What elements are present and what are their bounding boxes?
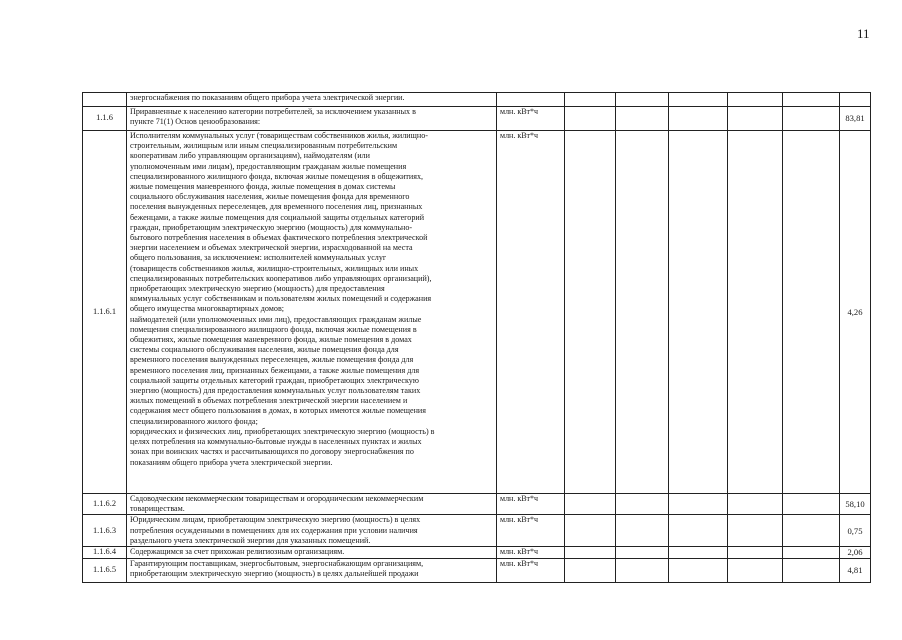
row-unit: млн. кВт*ч <box>497 515 565 547</box>
empty-cell <box>565 559 616 583</box>
row-number <box>83 93 127 107</box>
description-line: целях потребления на коммунально-бытовые нужды в населенных пунктах и жилых <box>130 437 422 447</box>
row-number: 1.1.6 <box>83 107 127 131</box>
description-line: жилые помещения маневренного фонда, жилые помещения в домах системы <box>130 182 396 192</box>
description-line: строительным, жилищным или иным специализированным потребительским <box>130 141 398 151</box>
empty-cell <box>565 93 616 107</box>
empty-cell <box>616 93 669 107</box>
row-unit: млн. кВт*ч <box>497 107 565 131</box>
row-description <box>127 131 497 494</box>
description-line: временного поселения вынужденных переселенцев, жилые помещения фонда для <box>130 355 414 365</box>
description-line: показаниям общего прибора учета электрической энергии. <box>130 457 333 467</box>
empty-cell <box>565 547 616 559</box>
description-line: бытового потребления населения в объемах фактического потребления электрической <box>130 233 428 243</box>
description-line: приобретающих электрическую энергию (мощность) для предоставления <box>130 284 385 294</box>
empty-cell <box>783 93 840 107</box>
empty-cell <box>728 131 783 494</box>
description-line: беженцами, а также жилые помещения для социальной защиты отдельных категорий <box>130 212 425 222</box>
tariff-volume-table <box>82 92 870 583</box>
row-description <box>127 93 497 107</box>
table-row <box>83 494 871 515</box>
table-row <box>83 547 871 559</box>
empty-cell <box>728 494 783 515</box>
description-line: социального обслуживания населения, жилые помещения фонда для временного <box>130 192 410 202</box>
empty-cell <box>669 93 728 107</box>
empty-cell <box>669 515 728 547</box>
row-description <box>127 515 497 547</box>
empty-cell <box>669 547 728 559</box>
table-row <box>83 131 871 494</box>
description-line: Садоводческим некоммерческим товариществам и огородническим некоммерческим <box>130 494 424 503</box>
description-line: энергоснабжения по показаниям общего прибора учета электрической энергии. <box>130 93 405 102</box>
table-row <box>83 107 871 131</box>
empty-cell <box>669 131 728 494</box>
empty-cell <box>728 559 783 583</box>
row-number: 1.1.6.2 <box>83 494 127 515</box>
row-number: 1.1.6.3 <box>83 515 127 547</box>
empty-cell <box>783 515 840 547</box>
row-description <box>127 107 497 131</box>
empty-cell <box>616 547 669 559</box>
page-number: 11 <box>857 26 870 41</box>
row-value: 4,26 <box>840 131 871 494</box>
empty-cell <box>783 559 840 583</box>
empty-cell <box>783 494 840 515</box>
description-line: жилых помещений в объемах потребления электрической энергии населением и <box>130 396 408 406</box>
data-table <box>82 92 871 583</box>
description-line: Юридическим лицам, приобретающим электрическую энергию (мощность) в целях <box>130 515 421 525</box>
empty-cell <box>616 515 669 547</box>
row-number: 1.1.6.1 <box>83 131 127 494</box>
description-line: Приравненные к населению категории потребителей, за исключением указанных в <box>130 107 416 116</box>
row-value: 58,10 <box>840 494 871 515</box>
row-unit: млн. кВт*ч <box>497 131 565 494</box>
table-row <box>83 515 871 547</box>
row-value: 2,06 <box>840 547 871 559</box>
row-value <box>840 93 871 107</box>
row-unit: млн. кВт*ч <box>497 494 565 515</box>
description-line: юридических и физических лиц, приобретающих электрическую энергию (мощность) в <box>130 426 435 436</box>
empty-cell <box>783 107 840 131</box>
row-value: 0,75 <box>840 515 871 547</box>
description-line: коммунальных услуг собственникам и пользователям жилых помещений и содержания <box>130 294 432 304</box>
table-row <box>83 559 871 583</box>
description-line: общего пользования, за исключением: исполнителей коммунальных услуг <box>130 253 387 263</box>
description-line: энергии населением и объемах электрической энергии, израсходованной на места <box>130 243 413 253</box>
description-line: временного поселения лиц, признанных беженцами, а также жилые помещения для <box>130 365 420 375</box>
row-unit <box>497 93 565 107</box>
description-line: специализированного жилищного фонда, включая жилые помещения в общежитиях, <box>130 171 424 181</box>
description-line: Гарантирующим поставщикам, энергосбытовым, энергоснабжающим организациям, <box>130 559 424 569</box>
description-line: наймодателей (или уполномоченных ими лиц), предоставляющих гражданам жилые <box>130 314 422 324</box>
description-line: энергию (мощность) для предоставления коммунальных услуг пользователям таких <box>130 386 421 396</box>
empty-cell <box>565 131 616 494</box>
row-description <box>127 547 497 559</box>
description-line: поселения вынужденных переселенцев, для временного поселения лиц, признанных <box>130 202 423 212</box>
empty-cell <box>616 494 669 515</box>
empty-cell <box>669 107 728 131</box>
empty-cell <box>728 547 783 559</box>
row-value: 4,81 <box>840 559 871 583</box>
row-number: 1.1.6.4 <box>83 547 127 559</box>
table-row <box>83 93 871 107</box>
description-line: специализированного жилого фонда; <box>130 416 258 426</box>
description-line: уполномоченным ими лицам), предоставляющим гражданам жилые помещения <box>130 161 407 171</box>
description-line: содержания мест общего пользования в домах, в которых имеются жилые помещения <box>130 406 426 416</box>
empty-cell <box>783 131 840 494</box>
description-line: Исполнителям коммунальных услуг (товариществам собственников жилья, жилищно- <box>130 131 428 140</box>
empty-cell <box>728 515 783 547</box>
empty-cell <box>565 515 616 547</box>
empty-cell <box>728 93 783 107</box>
description-line: товариществам. <box>130 504 185 514</box>
row-number: 1.1.6.5 <box>83 559 127 583</box>
description-line: приобретающим электрическую энергию (мощность) в целях дальнейшей продажи <box>130 569 419 579</box>
row-description <box>127 494 497 515</box>
empty-cell <box>616 559 669 583</box>
empty-cell <box>728 107 783 131</box>
description-line: граждан, приобретающим электрическую энергию (мощность) для коммунально- <box>130 222 413 232</box>
empty-cell <box>669 559 728 583</box>
description-line: общего имущества многоквартирных домов; <box>130 304 285 314</box>
description-line: системы социального обслуживания населения, жилые помещения фонда для <box>130 345 399 355</box>
description-line: (товариществ собственников жилья, жилищно-строительных, жилищных или иных <box>130 263 419 273</box>
description-line: общежитиях, жилые помещения маневренного фонда, жилые помещения в домах <box>130 335 412 345</box>
description-line: потребления осужденными в помещениях для их содержания при условии наличия <box>130 525 418 535</box>
empty-cell <box>616 107 669 131</box>
empty-cell <box>783 547 840 559</box>
empty-cell <box>565 107 616 131</box>
description-line: специализированных потребительских кооперативов либо управляющих организаций), <box>130 273 432 283</box>
empty-cell <box>616 131 669 494</box>
description-line: зонах при воинских частях и рассчитывающихся по договору энергоснабжения по <box>130 447 414 457</box>
description-line: социальной защиты отдельных категорий граждан, приобретающих электрическую <box>130 375 419 385</box>
description-line: пункте 71(1) Основ ценообразования: <box>130 117 261 127</box>
description-line: Содержащимся за счет прихожан религиозным организациям. <box>130 547 345 557</box>
empty-cell <box>565 494 616 515</box>
row-unit: млн. кВт*ч <box>497 547 565 559</box>
row-description <box>127 559 497 583</box>
description-line: помещения специализированного жилищного фонда, включая жилые помещения в <box>130 324 417 334</box>
row-value: 83,81 <box>840 107 871 131</box>
description-line: раздельного учета электрической энергии для указанных помещений. <box>130 535 371 545</box>
empty-cell <box>669 494 728 515</box>
row-unit: млн. кВт*ч <box>497 559 565 583</box>
description-line: кооперативам либо управляющим организациям), наймодателям (или <box>130 151 370 161</box>
